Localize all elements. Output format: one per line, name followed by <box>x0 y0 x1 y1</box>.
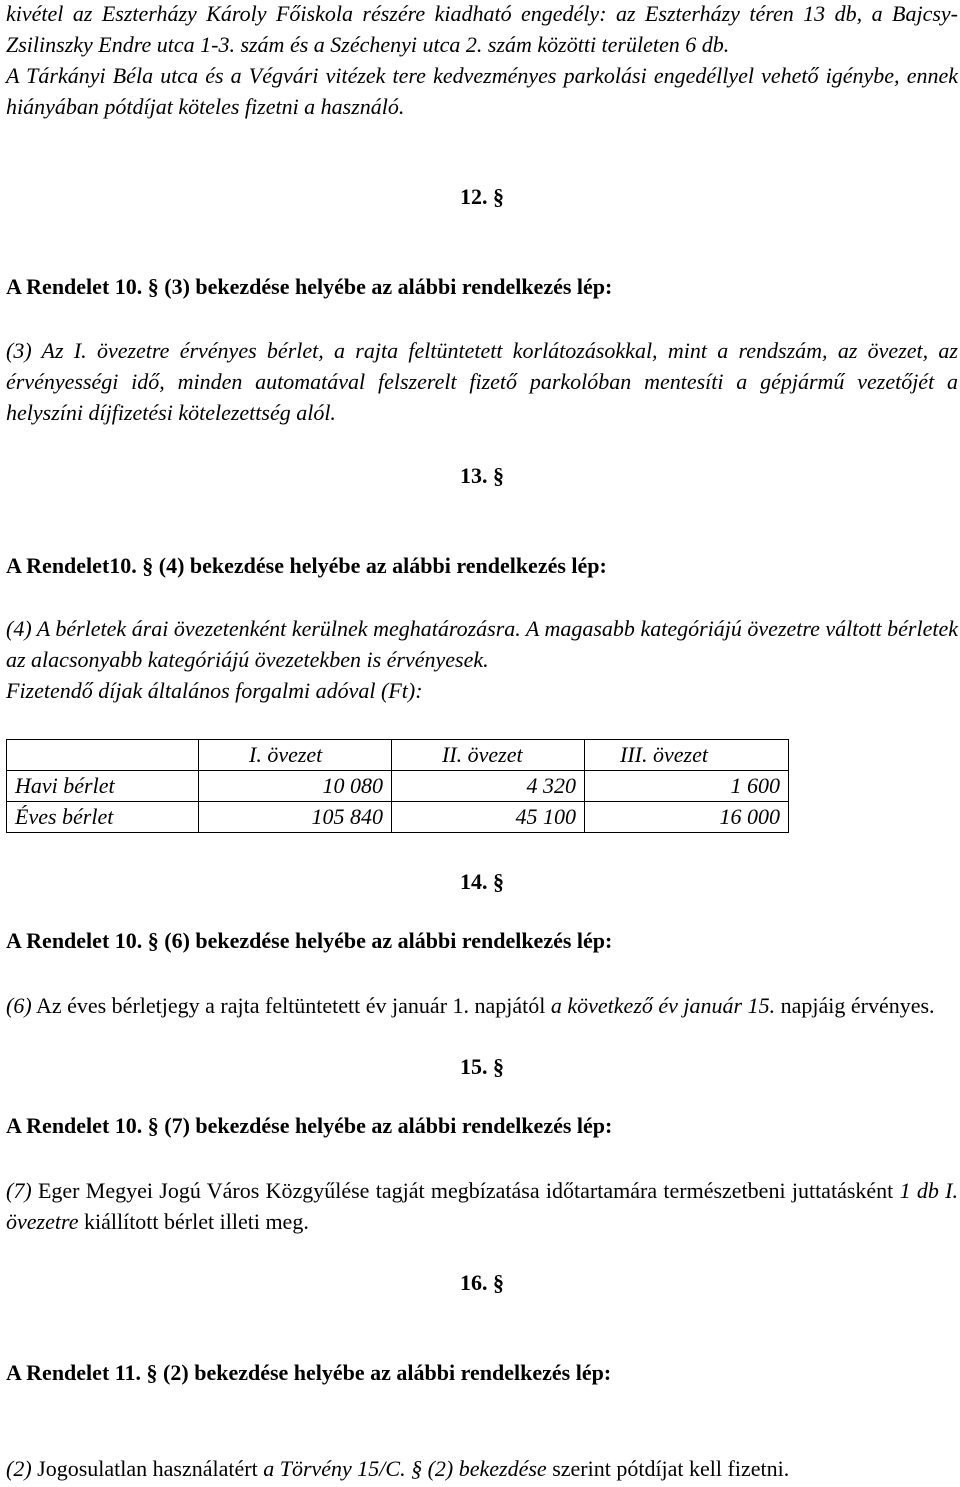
section-16-para-mark: (2) <box>6 1456 32 1481</box>
section-13-number: 13. § <box>460 463 504 488</box>
table-cell: 105 840 <box>199 802 392 833</box>
section-16-para-emphasis: a Törvény 15/C. § (2) bekezdése <box>263 1456 547 1481</box>
section-16-para-text: Jogosulatlan használatért <box>31 1456 264 1481</box>
section-15-number: 15. § <box>460 1054 504 1079</box>
table-row <box>7 771 789 802</box>
table-header-cell: III. övezet <box>585 740 789 771</box>
section-12-para-rest: övezetre érvényes bérlet, a rajta feltüntetett korlátozásokkal, mint a rendszám, az övezet, az érvényességi idő, minden automatával felszerelt fizető parkolóban mentesíti a gépjármű vezetőjét a helyszíni díjfizetési kötelezettség alól. <box>6 338 958 425</box>
table-cell: Havi bérlet <box>7 771 199 802</box>
section-13-paragraph: (4) A bérletek árai övezetenként kerülnek meghatározásra. A magasabb kategóriájú övezetre váltott bérletek az alacsonyabb kategóriájú övezetekben is érvényesek. <box>6 616 958 672</box>
section-13-body <box>6 613 958 706</box>
section-14-heading: A Rendelet 10. § (6) bekezdése helyébe az alábbi rendelkezés lép: <box>6 928 613 953</box>
table-cell: Éves bérlet <box>7 802 199 833</box>
intro-block <box>6 0 958 122</box>
section-16-number: 16. § <box>460 1270 504 1295</box>
table-cell: 16 000 <box>585 802 789 833</box>
table-header-cell: II. övezet <box>392 740 585 771</box>
section-14-para-end: napjáig érvényes. <box>775 993 935 1018</box>
intro-paragraph-1: kivétel az Eszterházy Károly Főiskola részére kiadható engedély: az Eszterházy téren 13 db, a Bajcsy-Zsilinszky Endre utca 1-3. szám és a Széchenyi utca 2. szám közötti területen 6 db. <box>6 1 958 57</box>
section-15-paragraph <box>6 1175 958 1237</box>
table-cell: 45 100 <box>392 802 585 833</box>
table-header-cell: I. övezet <box>199 740 392 771</box>
section-14-body <box>6 990 958 1021</box>
section-15-body <box>6 1175 958 1237</box>
section-15-heading: A Rendelet 10. § (7) bekezdése helyébe az alábbi rendelkezés lép: <box>6 1113 613 1138</box>
section-14-para-mark: (6) <box>6 993 32 1018</box>
section-14-number: 14. § <box>460 869 504 894</box>
table-header-cell <box>7 740 199 771</box>
section-12-body <box>6 335 958 428</box>
section-15-para-mark: (7) <box>6 1178 32 1203</box>
section-16-paragraph <box>6 1453 958 1484</box>
section-13-heading: A Rendelet10. § (4) bekezdése helyébe az alábbi rendelkezés lép: <box>6 553 607 578</box>
table-cell: 4 320 <box>392 771 585 802</box>
section-14-para-text: Az éves bérletjegy a rajta feltüntetett év január 1. napjától <box>31 993 551 1018</box>
section-12-paragraph <box>6 335 958 428</box>
section-15-para-end: kiállított bérlet illeti meg. <box>78 1209 309 1234</box>
table-cell: 10 080 <box>199 771 392 802</box>
section-12-heading: A Rendelet 10. § (3) bekezdése helyébe az alábbi rendelkezés lép: <box>6 274 613 299</box>
table-row <box>7 802 789 833</box>
section-12-para-lead: (3) Az I. <box>6 338 87 363</box>
table-header-row <box>7 740 789 771</box>
intro-paragraph-2: A Tárkányi Béla utca és a Végvári vitézek tere kedvezményes parkolási engedéllyel vehető igénybe, ennek hiányában pótdíjat köteles fizetni a használó. <box>6 63 958 119</box>
section-13-fees-caption: Fizetendő díjak általános forgalmi adóval (Ft): <box>6 678 423 703</box>
section-12-number: 12. § <box>460 184 504 209</box>
section-15-para-text: Eger Megyei Jogú Város Közgyűlése tagját megbízatása időtartamára természetbeni juttatásként <box>31 1178 900 1203</box>
section-16-heading: A Rendelet 11. § (2) bekezdése helyébe az alábbi rendelkezés lép: <box>6 1360 612 1385</box>
table-cell: 1 600 <box>585 771 789 802</box>
fees-table <box>6 739 789 833</box>
section-15-para-emphasis: 1 db I. övezetre <box>6 1178 959 1234</box>
section-16-para-end: szerint pótdíjat kell fizetni. <box>546 1456 790 1481</box>
section-14-para-emphasis: a következő év január 15. <box>550 993 776 1018</box>
section-14-paragraph <box>6 990 958 1021</box>
section-16-body <box>6 1453 958 1484</box>
